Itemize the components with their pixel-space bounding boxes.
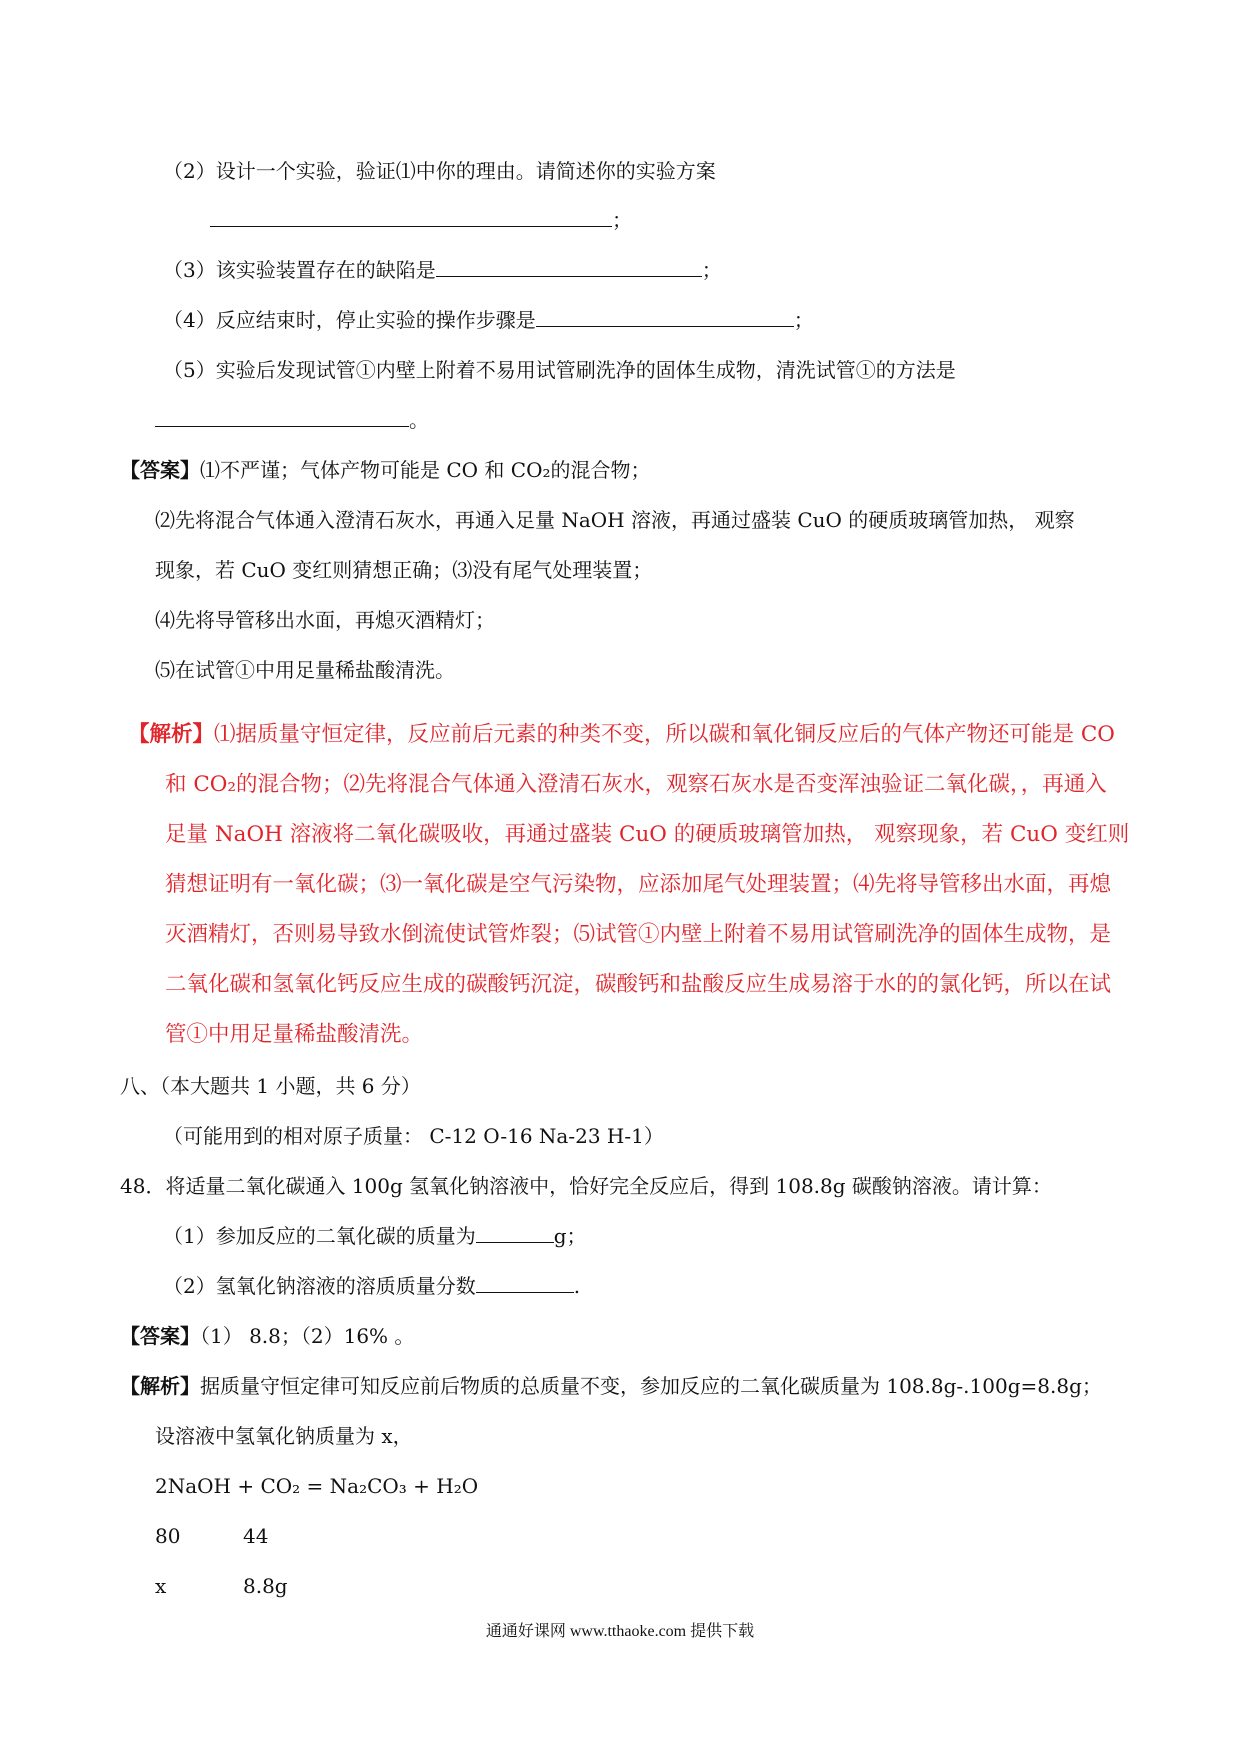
answer-tag: 【答案】 xyxy=(120,458,200,482)
question-5-answer-line: 。 xyxy=(155,406,429,434)
answer-2: 【答案】（1） 8.8；（2）16% 。 xyxy=(120,1324,415,1348)
ratio-row-1-value: 44 xyxy=(243,1524,269,1548)
question-48-part-1: （1）参加反应的二氧化碳的质量为 g； xyxy=(163,1224,587,1248)
analysis-tag: 【解析】 xyxy=(120,1374,200,1398)
analysis-1-line-2: 和 CO₂的混合物；⑵先将混合气体通入澄清石灰水，观察石灰水是否变浑浊验证二氧化碳，，再通入 xyxy=(165,772,1107,797)
answer-blank[interactable] xyxy=(476,1222,554,1243)
chemical-equation: 2NaOH + CO₂ = Na₂CO₃ + H₂O xyxy=(155,1474,479,1498)
analysis-tag: 【解析】 xyxy=(128,722,215,747)
analysis-1-line-1: 【解析】⑴据质量守恒定律，反应前后元素的种类不变，所以碳和氧化铜反应后的气体产物还可能是 CO xyxy=(128,722,1115,747)
question-3: （3）该实验装置存在的缺陷是 ； xyxy=(163,258,722,282)
answer-1-line-3: 现象，若 CuO 变红则猜想正确；⑶没有尾气处理装置； xyxy=(155,558,653,582)
section-8-header: 八、（本大题共 1 小题，共 6 分） xyxy=(120,1074,421,1098)
question-2: （2）设计一个实验，验证⑴中你的理由。请简述你的实验方案 xyxy=(163,159,716,183)
answer-1-line-2: ⑵先将混合气体通入澄清石灰水，再通入足量 NaOH 溶液，再通过盛装 CuO 的硬质玻璃管加热， 观察 xyxy=(155,508,1075,532)
analysis-1-line-7: 管①中用足量稀盐酸清洗。 xyxy=(165,1022,424,1047)
ratio-row-2: x xyxy=(155,1574,167,1598)
analysis-1-line-3: 足量 NaOH 溶液将二氧化碳吸收，再通过盛装 CuO 的硬质玻璃管加热， 观察现象，若 CuO 变红则 xyxy=(165,822,1130,847)
question-4: （4）反应结束时，停止实验的操作步骤是 ； xyxy=(163,308,814,332)
question-48-stem: 48．将适量二氧化碳通入 100g 氢氧化钠溶液中，恰好完全反应后，得到 108.8g 碳酸钠溶液。请计算： xyxy=(120,1174,1052,1198)
answer-1-line-4: ⑷先将导管移出水面，再熄灭酒精灯； xyxy=(155,608,495,632)
question-2-answer-line: ； xyxy=(210,206,632,234)
atomic-masses: （可能用到的相对原子质量： C-12 O-16 Na-23 H-1） xyxy=(163,1124,664,1148)
page-footer: 通通好课网 www.tthaoke.com 提供下载 xyxy=(485,1623,755,1640)
answer-blank[interactable] xyxy=(476,1272,574,1293)
question-5: （5）实验后发现试管①内壁上附着不易用试管刷洗净的固体生成物，清洗试管①的方法是 xyxy=(163,358,956,382)
answer-blank[interactable] xyxy=(155,406,409,427)
answer-blank[interactable] xyxy=(536,306,794,327)
analysis-1-line-5: 灭酒精灯，否则易导致水倒流使试管炸裂；⑸试管①内壁上附着不易用试管刷洗净的固体生成物，是 xyxy=(165,922,1112,947)
analysis-1-line-4: 猜想证明有一氧化碳；⑶一氧化碳是空气污染物，应添加尾气处理装置；⑷先将导管移出水面，再熄 xyxy=(165,872,1112,897)
answer-blank[interactable] xyxy=(436,256,702,277)
answer-blank[interactable] xyxy=(210,206,612,227)
ratio-row-2-value: 8.8g xyxy=(243,1574,288,1598)
question-48-part-2: （2）氢氧化钠溶液的溶质质量分数 . xyxy=(163,1274,581,1298)
answer-1-line-1: 【答案】⑴不严谨；气体产物可能是 CO 和 CO₂的混合物； xyxy=(120,458,651,482)
ratio-row-1: 80 xyxy=(155,1524,181,1548)
answer-1-line-5: ⑸在试管①中用足量稀盐酸清洗。 xyxy=(155,658,455,682)
analysis-2-line-1: 【解析】据质量守恒定律可知反应前后物质的总质量不变，参加反应的二氧化碳质量为 108.8g-.100g=8.8g； xyxy=(120,1374,1102,1398)
answer-tag: 【答案】 xyxy=(120,1324,200,1348)
analysis-1-line-6: 二氧化碳和氢氧化钙反应生成的碳酸钙沉淀，碳酸钙和盐酸反应生成易溶于水的的氯化钙，所以在试 xyxy=(165,972,1112,997)
analysis-2-line-2: 设溶液中氢氧化钠质量为 x， xyxy=(155,1424,413,1448)
